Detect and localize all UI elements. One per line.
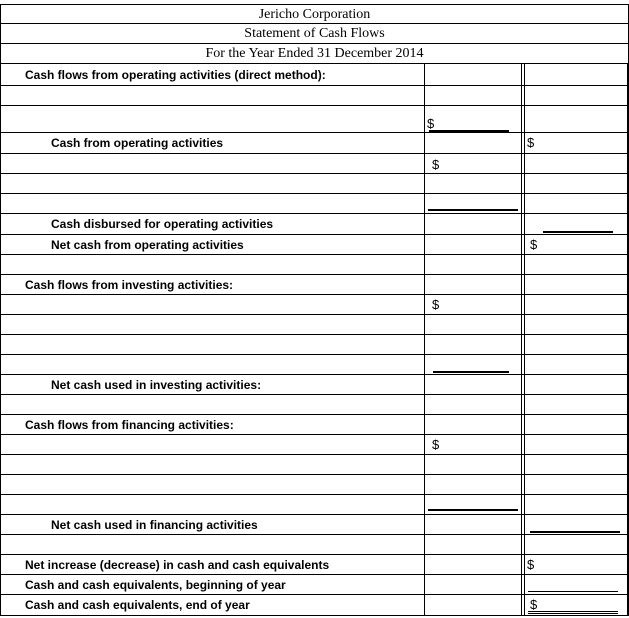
row-ending-cash — [0, 595, 629, 616]
input-cell[interactable] — [524, 415, 628, 434]
row-blank — [0, 495, 629, 515]
row-blank — [0, 475, 629, 495]
statement-title: Statement of Cash Flows — [0, 24, 629, 44]
row-financing-heading — [0, 415, 629, 435]
row-operating-heading — [0, 64, 629, 86]
row-cash-from-operating — [0, 133, 629, 154]
input-cell[interactable] — [424, 375, 522, 394]
input-cell[interactable] — [524, 255, 628, 274]
input-cell[interactable] — [424, 395, 522, 414]
net-cash-investing-label: Net cash used in investing activities: — [51, 377, 262, 392]
row-blank — [0, 535, 629, 555]
beginning-cash-label: Cash and cash equivalents, beginning of year — [25, 577, 286, 592]
input-cell[interactable] — [424, 154, 522, 173]
input-cell[interactable] — [424, 515, 522, 534]
company-name: Jericho Corporation — [0, 4, 629, 24]
input-cell[interactable] — [524, 535, 628, 554]
row-blank — [0, 174, 629, 194]
subtotal-line — [543, 231, 613, 233]
row-blank — [0, 106, 629, 133]
row-blank — [0, 86, 629, 106]
input-cell[interactable] — [524, 64, 628, 85]
row-blank — [0, 154, 629, 174]
subtotal-line — [428, 209, 518, 211]
input-cell[interactable] — [524, 395, 628, 414]
input-cell[interactable] — [524, 133, 628, 153]
input-cell[interactable] — [424, 255, 522, 274]
input-cell[interactable] — [524, 375, 628, 394]
row-blank — [0, 194, 629, 214]
input-cell[interactable] — [424, 214, 522, 234]
input-cell[interactable] — [524, 154, 628, 173]
input-cell[interactable] — [524, 435, 628, 454]
input-cell[interactable] — [524, 194, 628, 213]
row-cash-disbursed — [0, 214, 629, 235]
row-net-increase — [0, 555, 629, 575]
input-cell[interactable] — [524, 235, 628, 254]
row-blank — [0, 255, 629, 275]
currency-symbol: $ — [527, 557, 535, 572]
total-double-line — [528, 613, 618, 614]
row-blank — [0, 435, 629, 455]
operating-heading: Cash flows from operating activities (direct method): — [25, 67, 326, 82]
net-cash-operating-label: Net cash from operating activities — [51, 237, 244, 252]
input-cell[interactable] — [424, 435, 522, 454]
ending-cash-label: Cash and cash equivalents, end of year — [25, 598, 250, 612]
net-cash-financing-label: Net cash used in financing activities — [51, 517, 258, 532]
currency-symbol: $ — [427, 116, 435, 131]
input-cell[interactable] — [424, 295, 522, 314]
input-cell[interactable] — [424, 315, 522, 334]
row-net-cash-investing — [0, 375, 629, 395]
input-cell[interactable] — [524, 475, 628, 494]
row-blank — [0, 355, 629, 375]
input-cell[interactable] — [524, 595, 628, 615]
input-cell[interactable] — [424, 174, 522, 193]
currency-symbol: $ — [432, 297, 440, 312]
input-cell[interactable] — [424, 475, 522, 494]
input-cell[interactable] — [424, 335, 522, 354]
input-cell[interactable] — [524, 355, 628, 374]
input-cell[interactable] — [424, 86, 522, 105]
input-cell[interactable] — [524, 295, 628, 314]
row-blank — [0, 295, 629, 315]
input-cell[interactable] — [524, 495, 628, 514]
total-double-line — [528, 611, 618, 612]
input-cell[interactable] — [424, 133, 522, 153]
subtotal-line — [530, 531, 620, 533]
row-blank — [0, 395, 629, 415]
input-cell[interactable] — [524, 575, 628, 594]
input-cell[interactable] — [524, 335, 628, 354]
row-blank — [0, 335, 629, 355]
financing-heading: Cash flows from financing activities: — [25, 417, 234, 432]
currency-symbol: $ — [432, 437, 440, 452]
row-net-cash-operating — [0, 235, 629, 255]
investing-heading: Cash flows from investing activities: — [25, 277, 234, 292]
input-cell[interactable] — [424, 575, 522, 594]
input-cell[interactable] — [424, 64, 522, 85]
currency-symbol: $ — [530, 597, 538, 612]
input-cell[interactable] — [424, 355, 522, 374]
row-net-cash-financing — [0, 515, 629, 535]
input-cell[interactable] — [424, 415, 522, 434]
input-cell[interactable] — [524, 214, 628, 234]
subtotal-line — [428, 509, 518, 511]
input-cell[interactable] — [524, 86, 628, 105]
input-cell[interactable] — [524, 106, 628, 132]
currency-symbol: $ — [530, 237, 538, 252]
input-cell[interactable] — [424, 535, 522, 554]
statement-period: For the Year Ended 31 December 2014 — [0, 44, 629, 64]
cash-disbursed-label: Cash disbursed for operating activities — [51, 217, 274, 231]
subtotal-line — [433, 371, 509, 373]
currency-symbol: $ — [432, 157, 440, 172]
input-cell[interactable] — [524, 174, 628, 193]
input-cell[interactable] — [424, 235, 522, 254]
row-investing-heading — [0, 275, 629, 295]
net-increase-label: Net increase (decrease) in cash and cash equivalents — [25, 557, 330, 572]
input-cell[interactable] — [424, 455, 522, 474]
row-beginning-cash — [0, 575, 629, 595]
input-cell[interactable] — [424, 194, 522, 213]
input-cell[interactable] — [424, 275, 522, 294]
row-blank — [0, 315, 629, 335]
input-cell[interactable] — [424, 595, 522, 615]
input-cell[interactable] — [524, 275, 628, 294]
input-cell[interactable] — [524, 555, 628, 574]
input-cell[interactable] — [424, 106, 522, 132]
input-cell[interactable] — [524, 455, 628, 474]
input-cell[interactable] — [524, 315, 628, 334]
subtotal-line — [528, 591, 618, 592]
subtotal-line — [429, 130, 509, 132]
input-cell[interactable] — [424, 555, 522, 574]
cash-from-operating-label: Cash from operating activities — [51, 136, 224, 150]
input-cell[interactable] — [424, 495, 522, 514]
input-cell[interactable] — [524, 515, 628, 534]
row-blank — [0, 455, 629, 475]
currency-symbol: $ — [527, 135, 535, 150]
